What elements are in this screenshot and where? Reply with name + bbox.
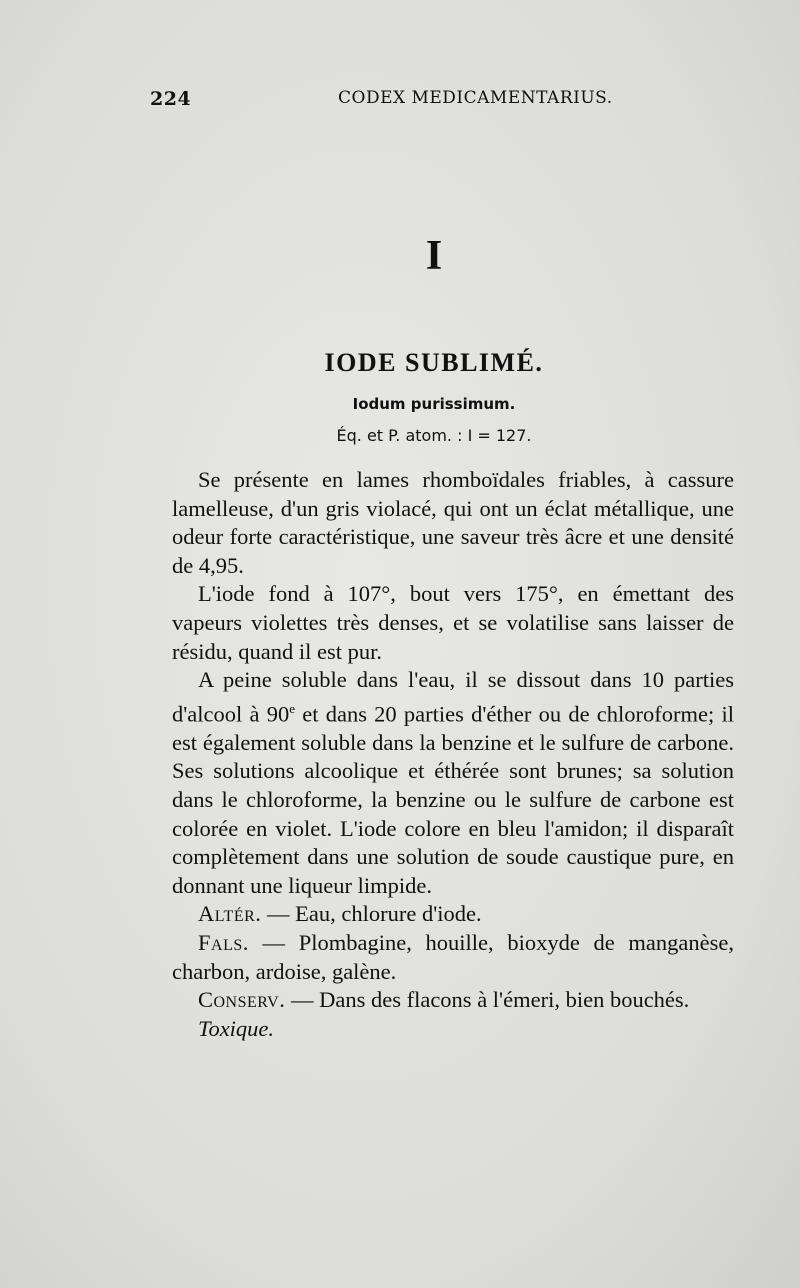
running-head: CODEX MEDICAMENTARIUS. (338, 88, 613, 108)
toxic-note: Toxique. (198, 1015, 275, 1041)
falsification-note (172, 929, 734, 986)
conservation-text: — Dans des flacons à l'émeri, bien bouchés. (285, 987, 690, 1013)
entry-latin-name: Iodum purissimum. (352, 395, 516, 413)
falsification-label: Fals. (198, 930, 249, 955)
entry-body (172, 466, 734, 1043)
solubility-text-end: et dans 20 parties d'éther ou de chloroforme; il est également soluble dans la benzine et le sulfure de carbone. Ses solutions alcoolique et éthérée sont brunes; sa solution dans le chloroforme, la benzine ou le sulfure de carbone est colorée en violet. L'iode colore en bleu l'amidon; il disparaît complètement dans une solution de soude caustique pure, en donnant une liqueur limpide. (172, 701, 734, 898)
degree-superscript: e (289, 700, 296, 716)
alteration-label: Altér. (198, 901, 262, 927)
section-letter: I (425, 233, 443, 279)
alteration-note (172, 900, 734, 929)
fusion-paragraph: L'iode fond à 107°, bout vers 175°, en émettant des vapeurs violettes très denses, et se volatilise sans laisser de résidu, quand il est pur. (172, 581, 734, 664)
entry-equivalent: Éq. et P. atom. : I = 127. (336, 426, 532, 445)
falsification-text: — Plombagine, houille, bioxyde de manganèse, charbon, ardoise, galène. (172, 930, 734, 984)
page-number: 224 (150, 88, 192, 110)
conservation-label: Conserv. (198, 987, 286, 1013)
solubility-paragraph (172, 666, 734, 900)
conservation-note (172, 986, 734, 1015)
alteration-text: — Eau, chlorure d'iode. (261, 901, 482, 927)
page-header (0, 88, 800, 112)
description-paragraph: Se présente en lames rhomboïdales friables, à cassure lamelleuse, d'un gris violacé, qui ont un éclat métallique, une odeur forte caractéristique, une saveur très âcre et une densité de 4,95. (172, 467, 734, 578)
entry-title: IODE SUBLIMÉ. (324, 348, 544, 377)
solubility-text-start: A peine soluble dans l'eau, il se dissout dans 10 parties d'alcool à 90 (172, 667, 734, 727)
